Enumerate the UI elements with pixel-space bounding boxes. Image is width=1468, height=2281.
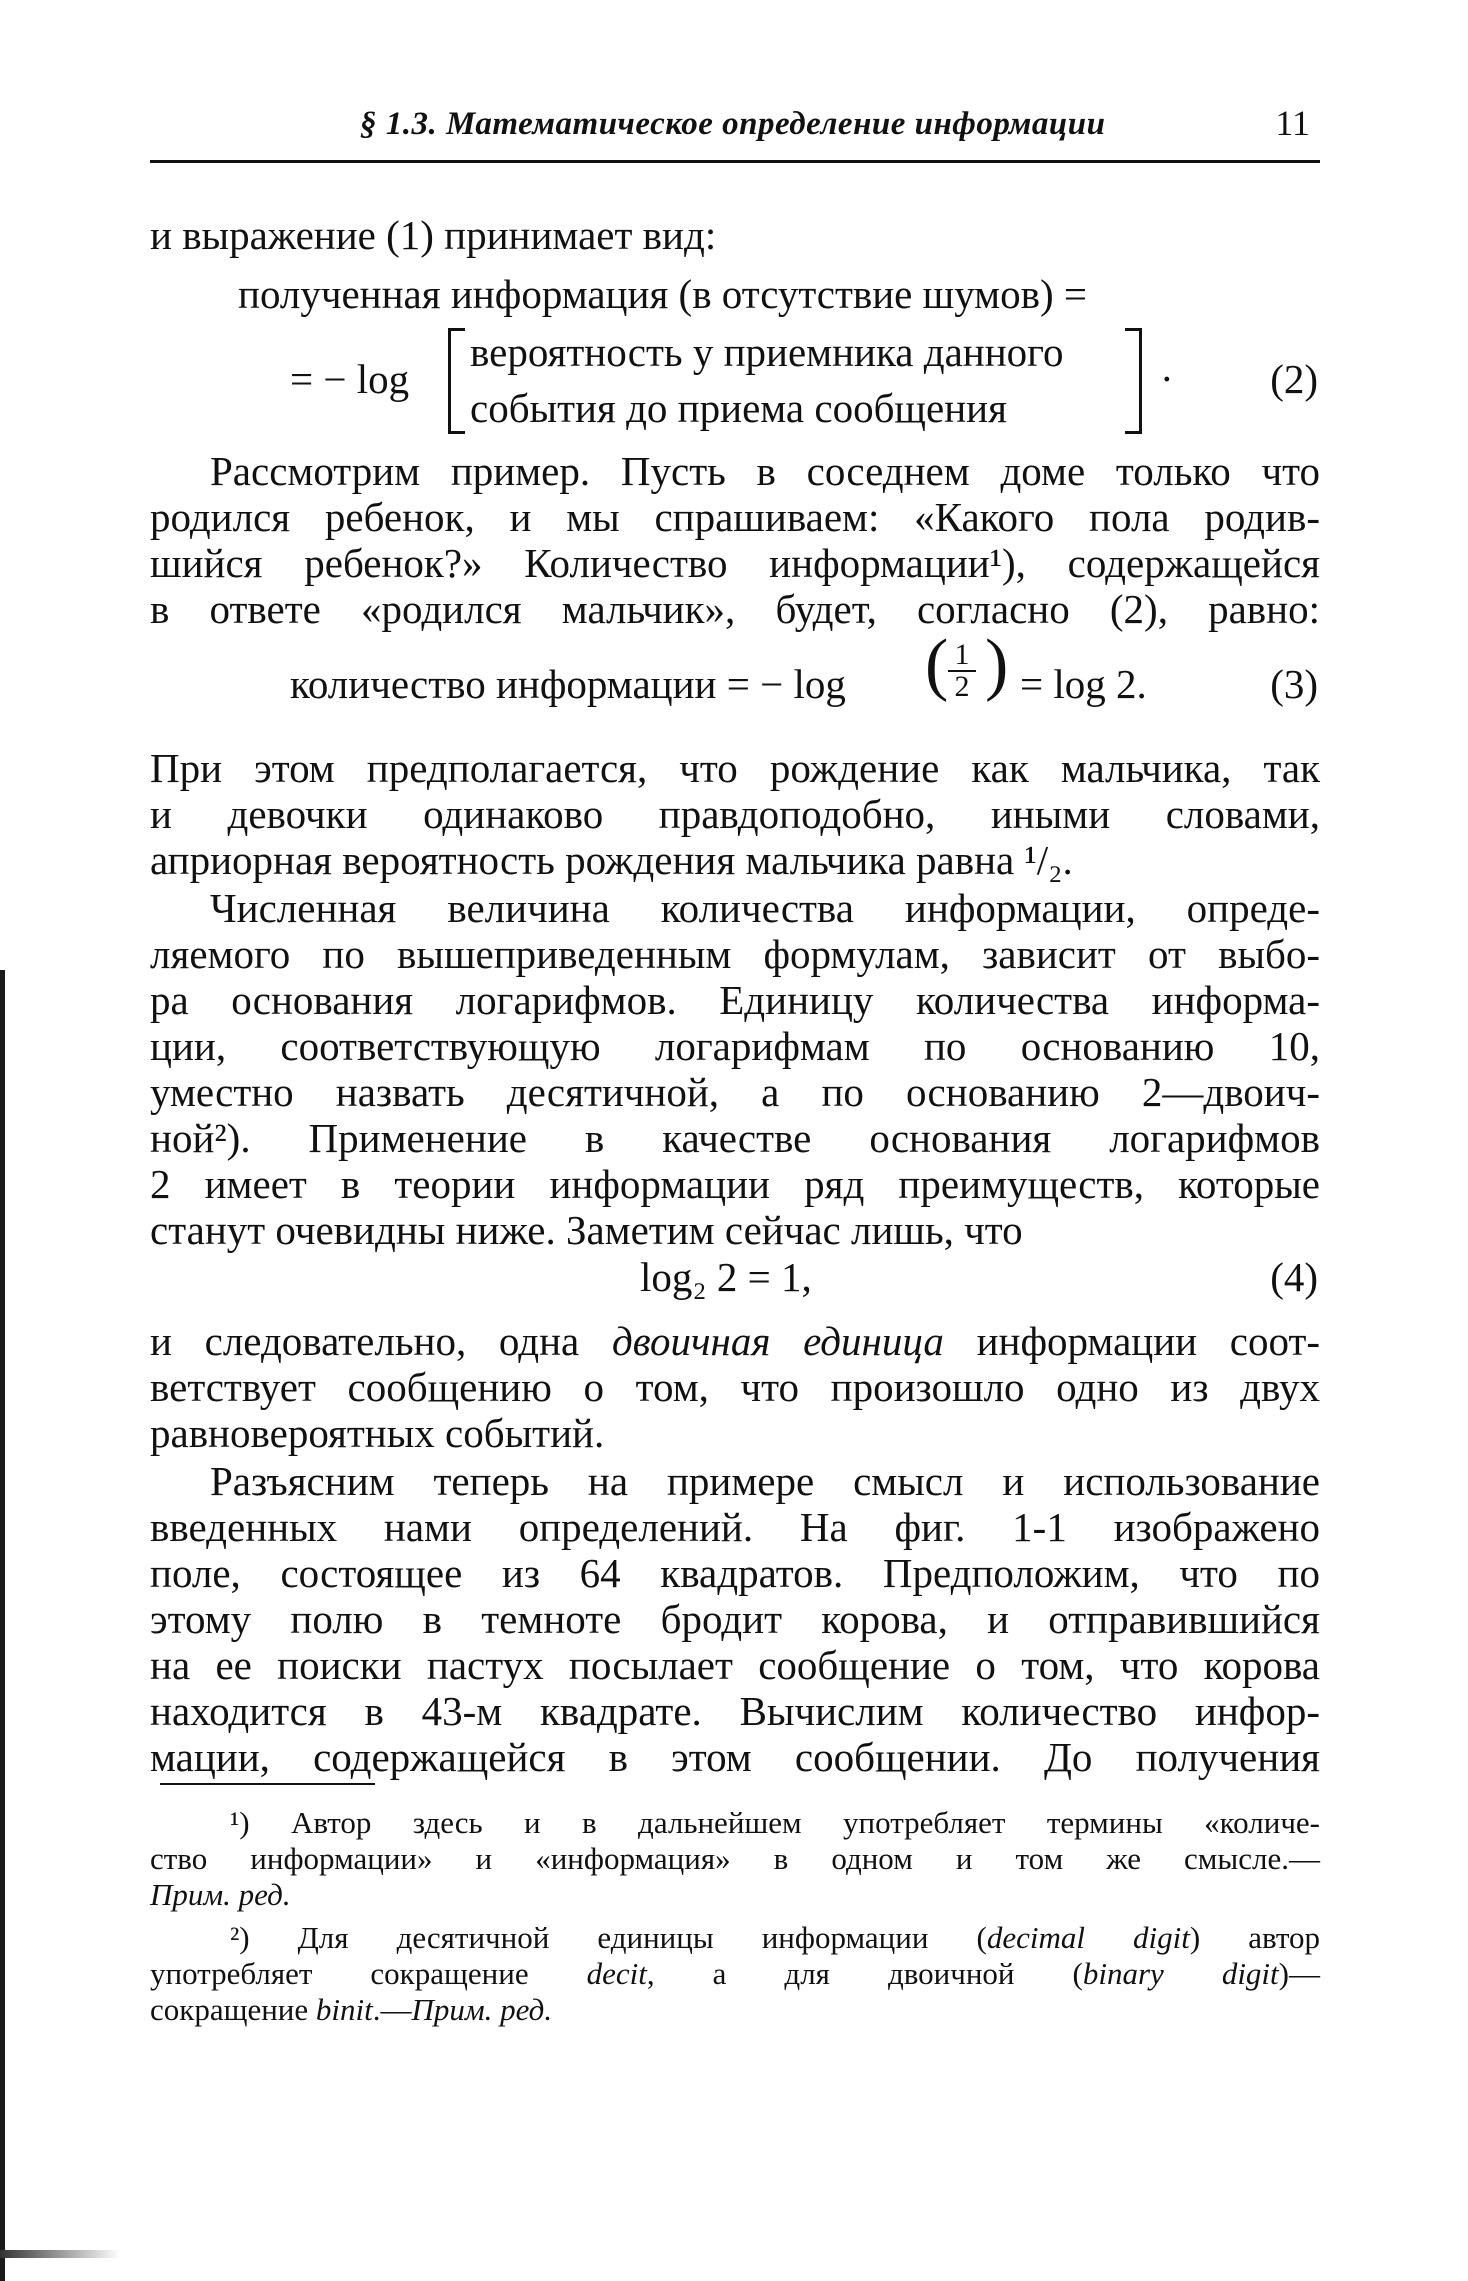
footnote-2: ²) Для десятичной единицы информации (decimal digit) автор употребляет сокращение decit, а для двоичной (binary digit)— сокращение binit.—Прим. ред. xyxy=(150,1920,1320,2027)
running-title: § 1.3. Математическое определение информации xyxy=(360,106,1106,142)
formula-3-open-paren: ( xyxy=(925,626,949,703)
formula-2-bracket-line2: события до приема сообщения xyxy=(470,385,1007,431)
formula-3-close-paren: ) xyxy=(985,626,1009,703)
formula-2-bracket-line1: вероятность у приемника данного xyxy=(470,329,1064,375)
footnote-separator xyxy=(160,1783,375,1785)
footnote-1: ¹) Автор здесь и в дальнейшем употребляет термины «количе- ство информации» и «информация» в одном и том же смысле.— Прим. ред. xyxy=(150,1805,1320,1912)
equation-number-4: (4) xyxy=(1270,1254,1318,1300)
page-header xyxy=(150,100,1320,163)
equation-number-3: (3) xyxy=(1270,661,1318,707)
formula-3-lhs: количество информации = − log xyxy=(290,661,846,707)
emphasis-binary-unit: двоичная единица xyxy=(611,1318,944,1364)
page-number: 11 xyxy=(1275,103,1310,143)
fraction-numerator: 1 xyxy=(948,640,976,672)
formula-2-prefix: = − log xyxy=(290,356,410,402)
paragraph-2: При этом предполагается, что рождение как мальчика, так и девочки одинаково правдоподобно, иными словами, априорная вероятность рождения мальчика равна ¹/₂. xyxy=(150,745,1320,883)
formula-3-fraction xyxy=(948,640,976,702)
formula-2-line1: полученная информация (в отсутствие шумов) = xyxy=(238,271,1087,317)
paragraph-5: Разъясним теперь на примере смысл и использование введенных нами определений. На фиг. 1-1 изображено поле, состоящее из 64 квадратов. Предположим, что по этому полю в темноте бродит корова, и отправившийся на ее поиски пастух посылает сообщение о том, что корова находится в 43-м квадрате. Вычислим количество инфор- мации, содержащейся в этом сообщении. До получения xyxy=(150,1458,1320,1780)
formula-3-rhs: = log 2. xyxy=(1020,661,1147,707)
fraction-denominator: 2 xyxy=(954,670,970,703)
paragraph-1: Рассмотрим пример. Пусть в соседнем доме только что родился ребенок, и мы спрашиваем: «Какого пола родив- шийся ребенок?» Количество информации¹), содержащейся в ответе «родился мальчик», будет, согласно (2), равно: xyxy=(150,448,1320,632)
paragraph-4: и следовательно, одна двоичная единица информации соот- ветствует сообщению о том, что произошло одно из двух равновероятных событий. xyxy=(150,1318,1321,1456)
paragraph-3: Численная величина количества информации, опреде- ляемого по вышеприведенным формулам, зависит от выбо- ра основания логарифмов. Единицу количества информа- ции, соответствующую логарифмам по основанию 10, уместно назвать десятичной, а по основанию 2—двоич- ной²). Применение в качестве основания логарифмов 2 имеет в теории информации ряд преимуществ, которые станут очевидны ниже. Заметим сейчас лишь, что xyxy=(150,885,1320,1253)
left-bracket xyxy=(448,328,465,434)
formula-2-dot: · xyxy=(1160,356,1174,402)
equation-number-2: (2) xyxy=(1270,356,1318,402)
page-binding-edge xyxy=(0,970,5,2281)
page-binding-edge-bottom xyxy=(0,2250,120,2258)
right-bracket xyxy=(1125,328,1142,434)
intro-line: и выражение (1) принимает вид: xyxy=(150,212,717,258)
formula-4: log₂ 2 = 1, xyxy=(640,1254,812,1300)
